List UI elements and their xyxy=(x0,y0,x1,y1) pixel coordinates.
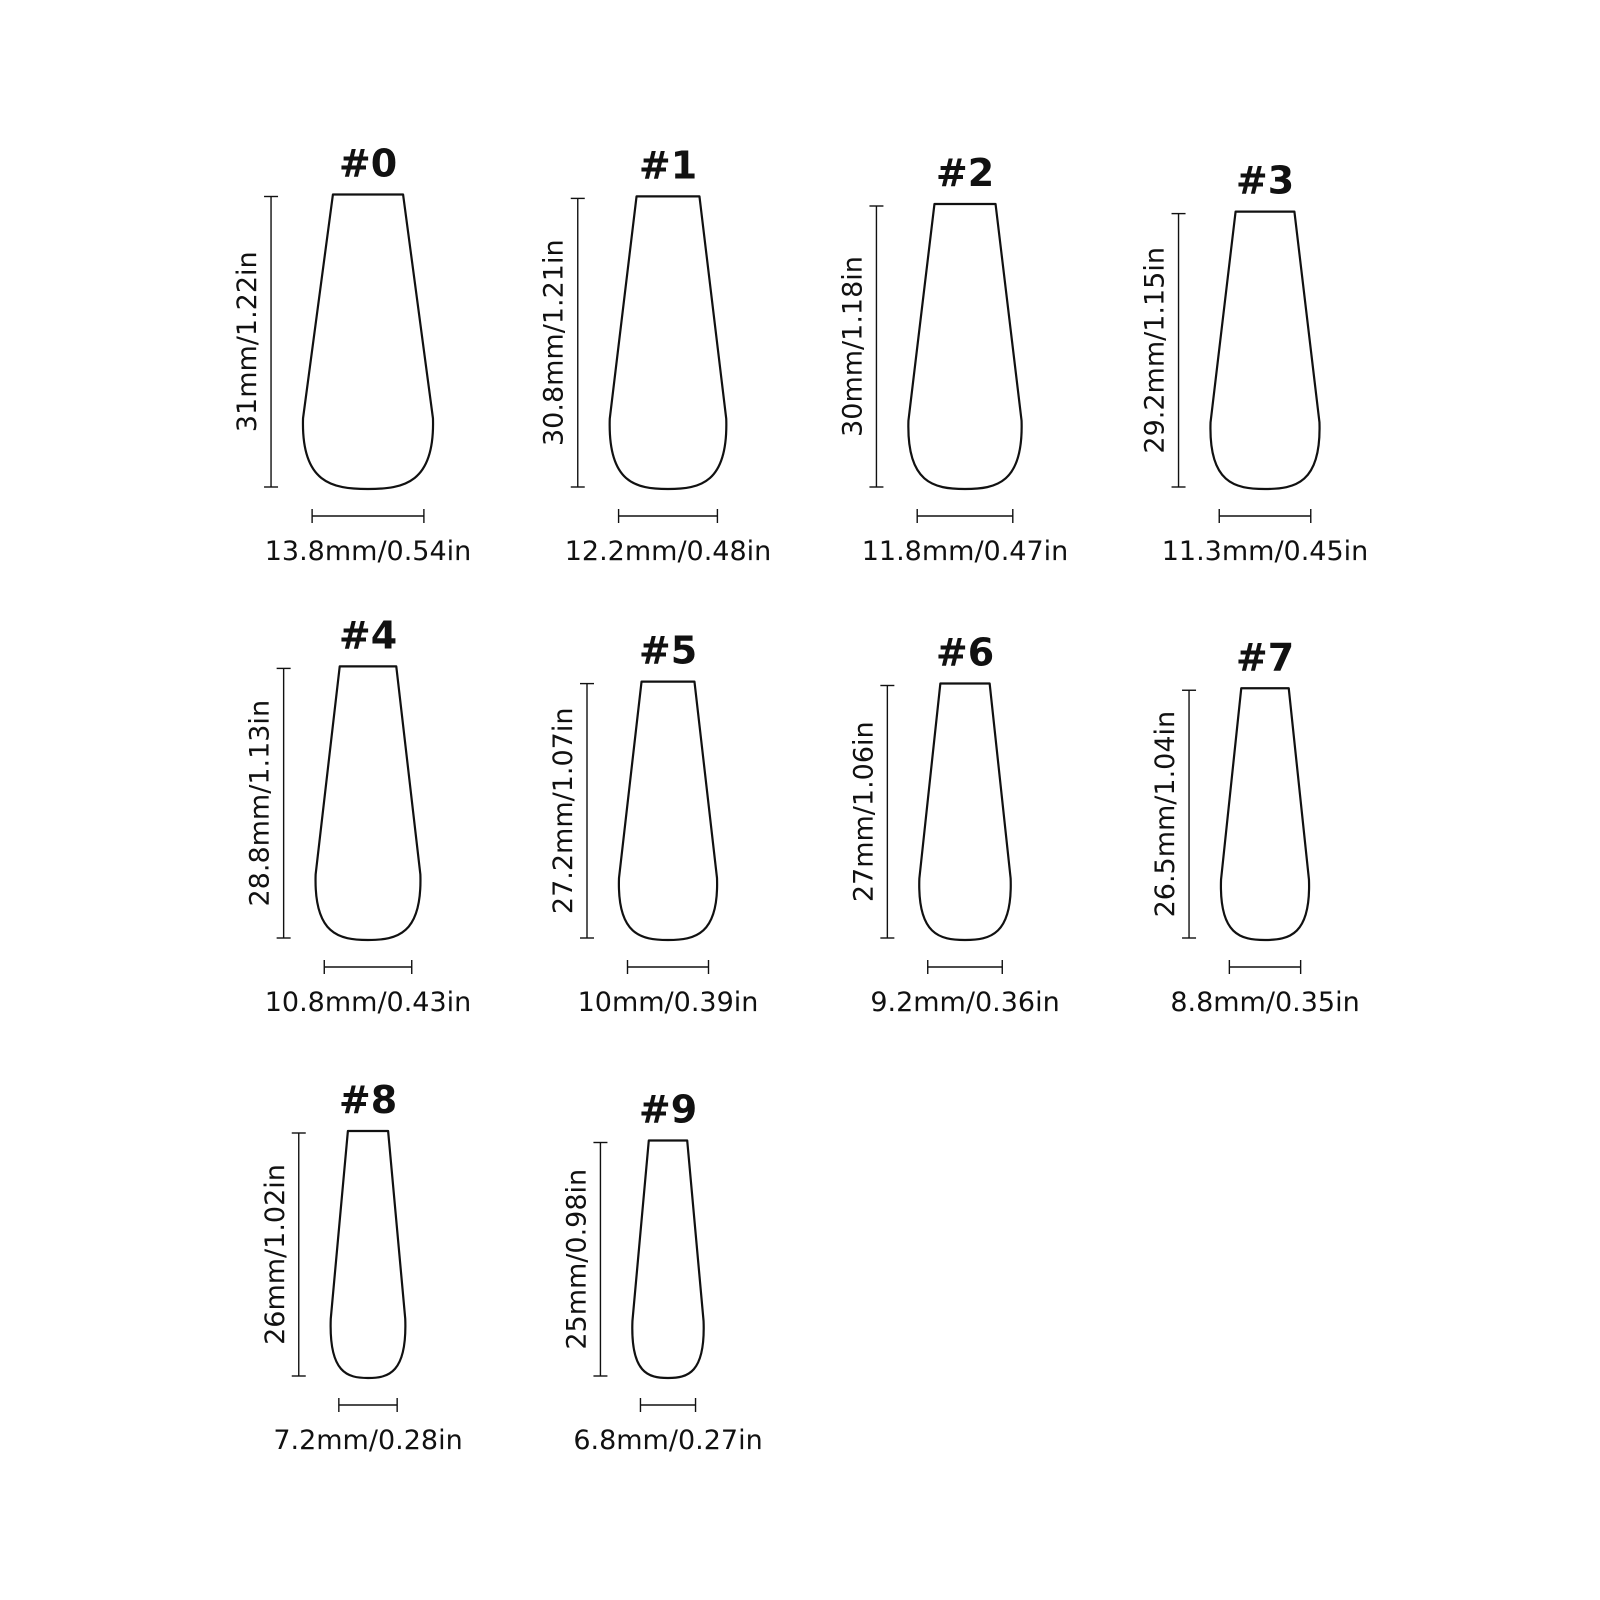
length-dimension-line xyxy=(593,1143,607,1377)
nail-length-label: 29.2mm/1.15in xyxy=(1139,247,1171,454)
nail-width-label: 10mm/0.39in xyxy=(577,987,759,1018)
nail-item xyxy=(260,1078,463,1456)
width-dimension-line xyxy=(1219,509,1311,523)
nail-length-label: 26mm/1.02in xyxy=(259,1164,291,1345)
nail-length-label: 27mm/1.06in xyxy=(848,721,880,903)
nail-length-label: 27.2mm/1.07in xyxy=(548,707,579,915)
length-dimension-line xyxy=(880,686,894,939)
width-dimension-line xyxy=(339,1398,397,1412)
nail-item xyxy=(561,1088,762,1457)
nail-width-label: 6.8mm/0.27in xyxy=(573,1425,763,1456)
nail-shape xyxy=(303,195,433,490)
nail-size-label: #2 xyxy=(935,151,995,195)
nail-size-label: #1 xyxy=(638,143,698,188)
nail-shape xyxy=(908,204,1021,489)
width-dimension-line xyxy=(619,509,718,523)
nail-width-label: 13.8mm/0.54in xyxy=(264,536,472,567)
width-dimension-line xyxy=(928,960,1003,974)
length-dimension-line xyxy=(580,684,594,938)
nail-length-label: 26.5mm/1.04in xyxy=(1150,710,1182,918)
length-dimension-line xyxy=(1172,214,1186,487)
nail-item xyxy=(1140,159,1369,567)
width-dimension-line xyxy=(917,509,1013,523)
nail-shape xyxy=(619,682,717,940)
nail-width-label: 10.8mm/0.43in xyxy=(264,987,472,1018)
length-dimension-line xyxy=(264,197,278,488)
nail-size-label: #7 xyxy=(1235,635,1295,680)
nail-width-label: 12.2mm/0.48in xyxy=(564,536,772,567)
nail-length-label: 28.8mm/1.13in xyxy=(244,699,276,907)
nail-size-label: #6 xyxy=(935,630,995,675)
width-dimension-line xyxy=(312,509,424,523)
nail-size-label: #3 xyxy=(1235,158,1295,203)
nail-shape xyxy=(316,666,421,940)
nail-size-label: #5 xyxy=(638,628,698,673)
nail-width-label: 9.2mm/0.36in xyxy=(870,987,1060,1018)
nail-size-label: #9 xyxy=(638,1087,698,1132)
nail-width-label: 11.3mm/0.45in xyxy=(1161,536,1369,567)
width-dimension-line xyxy=(640,1398,695,1412)
nail-width-label: 8.8mm/0.35in xyxy=(1170,987,1360,1018)
width-dimension-line xyxy=(324,960,411,974)
nail-size-label: #4 xyxy=(338,613,398,658)
width-dimension-line xyxy=(1229,960,1300,974)
nail-shape xyxy=(1210,212,1319,489)
nail-shape xyxy=(632,1141,703,1379)
nail-length-label: 31mm/1.22in xyxy=(232,251,264,433)
nail-shape xyxy=(1221,688,1309,940)
nail-width-label: 11.8mm/0.47in xyxy=(861,536,1069,567)
nail-size-label: #0 xyxy=(338,141,398,186)
nail-length-label: 30.8mm/1.21in xyxy=(538,239,570,446)
nail-item xyxy=(848,631,1059,1019)
width-dimension-line xyxy=(628,960,709,974)
nail-item xyxy=(548,629,758,1018)
length-dimension-line xyxy=(277,668,291,938)
nail-shape xyxy=(610,196,727,489)
nail-length-label: 30mm/1.18in xyxy=(837,256,869,437)
nail-length-label: 25mm/0.98in xyxy=(561,1168,593,1350)
nail-item xyxy=(837,151,1068,567)
nail-width-label: 7.2mm/0.28in xyxy=(273,1425,463,1456)
length-dimension-line xyxy=(571,198,585,487)
nail-shape xyxy=(331,1131,406,1378)
length-dimension-line xyxy=(1182,690,1196,938)
nail-item xyxy=(1150,635,1360,1018)
nail-item xyxy=(232,142,471,568)
nail-item xyxy=(539,143,772,567)
nail-item xyxy=(245,613,472,1018)
length-dimension-line xyxy=(292,1133,306,1376)
length-dimension-line xyxy=(869,206,883,487)
nail-shape xyxy=(919,684,1011,941)
nail-size-label: #8 xyxy=(338,1078,398,1122)
